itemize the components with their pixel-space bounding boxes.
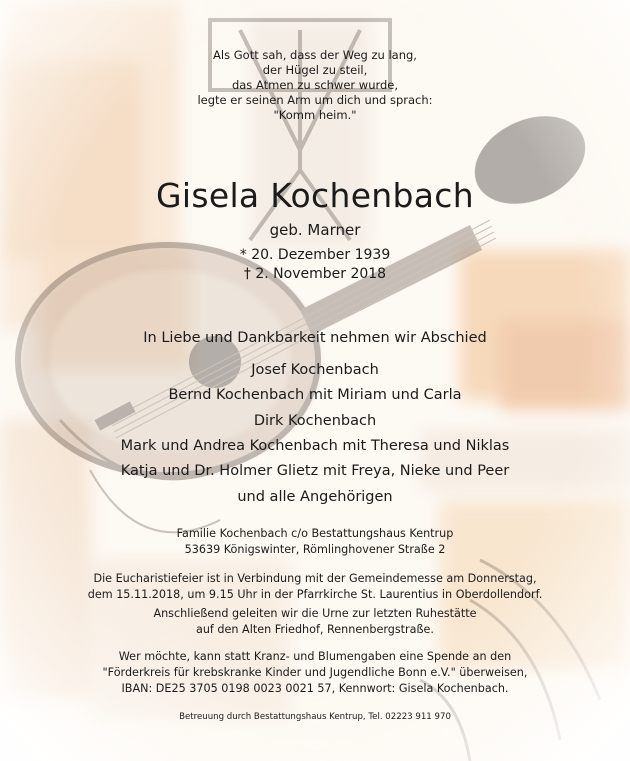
mourner-name: Bernd Kochenbach mit Miriam und Carla <box>168 387 462 403</box>
address-line: 53639 Königswinter, Römlinghovener Straße 2 <box>184 543 446 556</box>
mourner-name: und alle Angehörigen <box>237 489 393 505</box>
mourner-name: Dirk Kochenbach <box>253 413 377 429</box>
donation-line: Wer möchte, kann statt Kranz- und Blumengaben eine Spende an den <box>118 650 512 663</box>
farewell-line: In Liebe und Dankbarkeit nehmen wir Abschied <box>143 330 487 346</box>
birth-date: * 20. Dezember 1939 <box>239 247 391 263</box>
mourner-name: Katja und Dr. Holmer Glietz mit Freya, Nieke und Peer <box>120 463 510 479</box>
poem-line: das Atmen zu schwer wurde, <box>231 78 399 92</box>
deceased-name: Gisela Kochenbach <box>156 176 474 215</box>
service-line: dem 15.11.2018, um 9.15 Uhr in der Pfarrkirche St. Laurentius in Oberdollendorf. <box>87 588 543 601</box>
footer-note: Betreuung durch Bestattungshaus Kentrup, Tel. 02223 911 970 <box>179 712 451 722</box>
poem-line: Als Gott sah, dass der Weg zu lang, <box>213 48 417 62</box>
birth-name: geb. Marner <box>269 221 361 239</box>
poem-line: legte er seinen Arm um dich und sprach: <box>197 93 433 107</box>
poem-line: "Komm heim." <box>273 108 357 122</box>
donation-line: IBAN: DE25 3705 0198 0023 0021 57, Kennwort: Gisela Kochenbach. <box>121 682 509 695</box>
donation-line: "Förderkreis für krebskranke Kinder und Jugendliche Bonn e.V." überweisen, <box>102 666 528 679</box>
burial-line: Anschließend geleiten wir die Urne zur letzten Ruhestätte <box>153 607 477 620</box>
service-line: Die Eucharistiefeier ist in Verbindung mit der Gemeindemesse am Donnerstag, <box>93 572 537 585</box>
poem-line: der Hügel zu steil, <box>262 63 368 77</box>
mourner-name: Josef Kochenbach <box>251 362 379 378</box>
address-line: Familie Kochenbach c/o Bestattungshaus Kentrup <box>176 527 454 540</box>
death-date: † 2. November 2018 <box>243 266 387 282</box>
mourner-name: Mark und Andrea Kochenbach mit Theresa und Niklas <box>120 438 510 454</box>
burial-line: auf den Alten Friedhof, Rennenbergstraße. <box>195 623 434 636</box>
